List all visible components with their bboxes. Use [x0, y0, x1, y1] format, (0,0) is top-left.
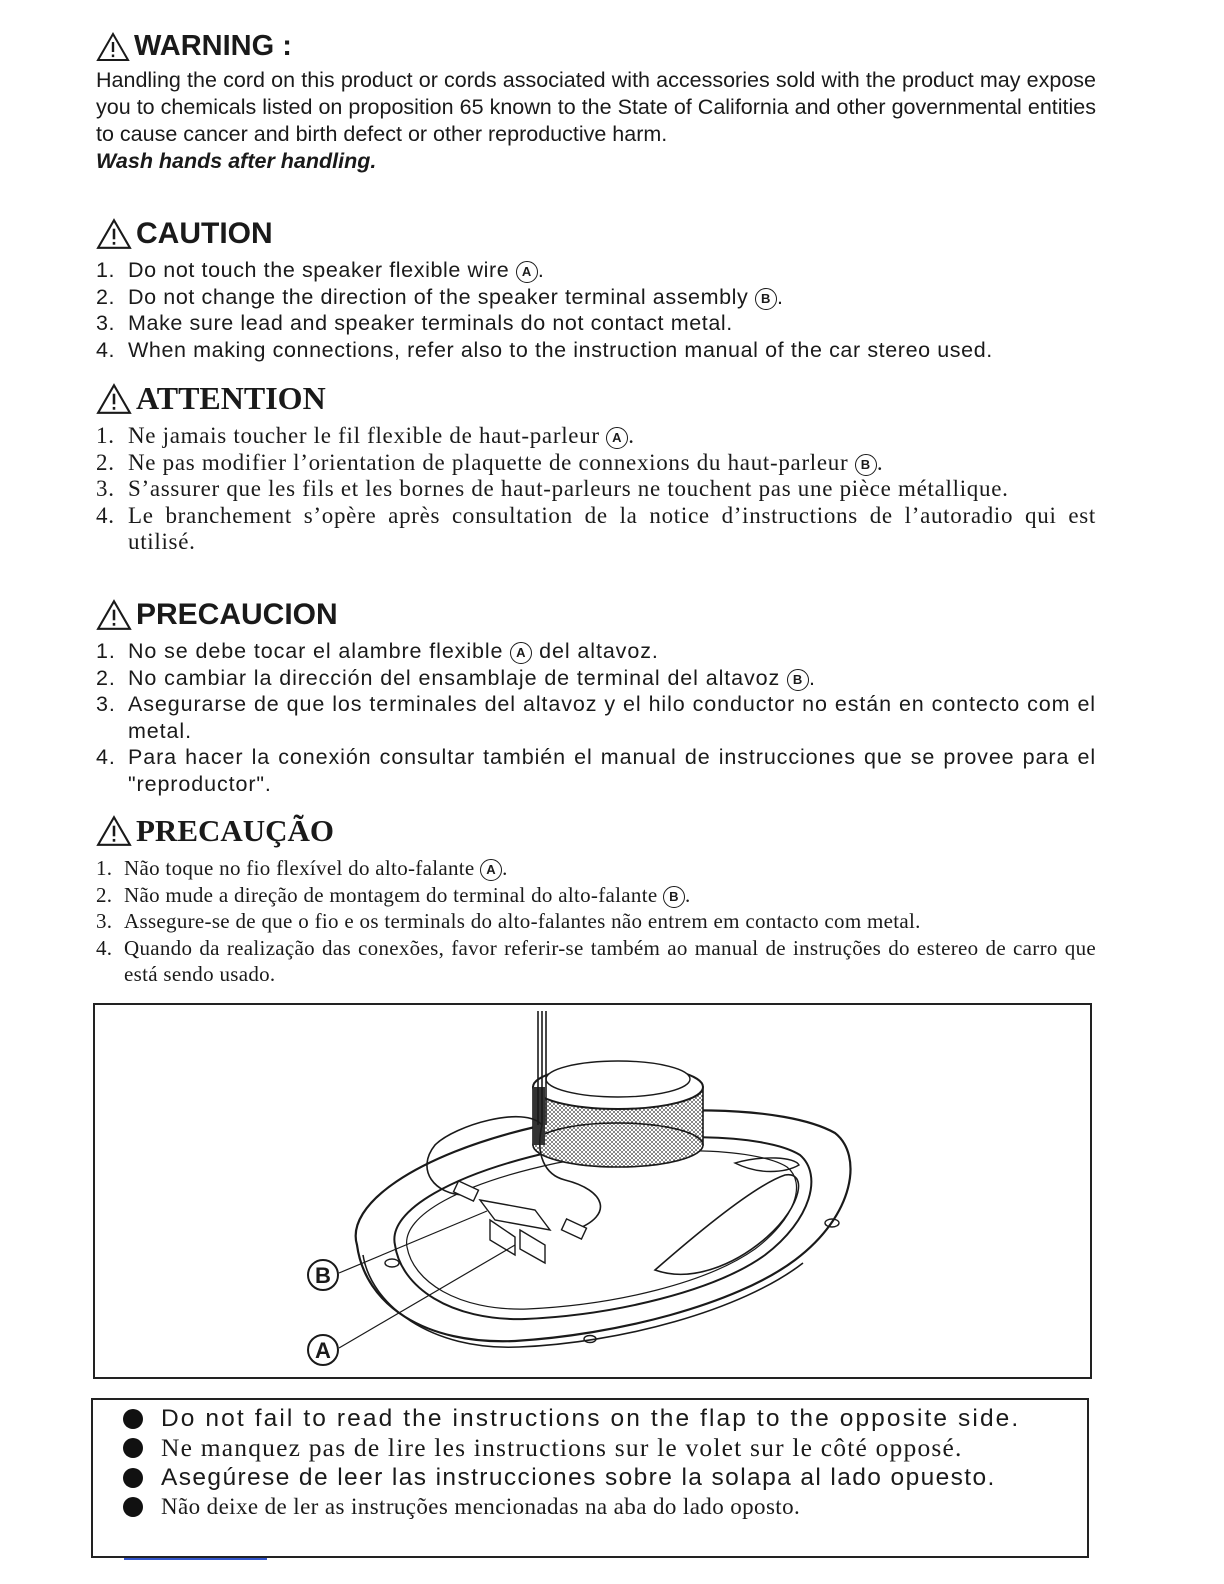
notice-line	[123, 1404, 1087, 1434]
list-item	[96, 908, 1096, 935]
item-text: Asegurarse de que los terminales del altavoz y el hilo conductor no están en contecto com el metal.	[128, 692, 1096, 743]
precaucao-list	[96, 855, 1096, 988]
item-tail: .	[685, 882, 691, 907]
item-text: Para hacer la conexión consultar también el manual de instrucciones que se provee para el "reproductor".	[128, 745, 1096, 796]
caution-heading	[96, 217, 1096, 251]
item-number: 1.	[96, 423, 115, 448]
item-text: When making connections, refer also to the instruction manual of the car stereo used.	[128, 337, 993, 362]
circled-a-marker: A	[516, 261, 538, 283]
item-tail: .	[502, 856, 508, 880]
list-item	[96, 503, 1096, 556]
notice-box	[91, 1398, 1089, 1558]
notice-text-english: Do not fail to read the instructions on the flap to the opposite side.	[161, 1404, 1021, 1432]
item-tail: .	[776, 284, 784, 309]
item-text	[128, 257, 1096, 284]
list-item	[96, 935, 1096, 988]
warning-triangle-icon	[96, 383, 132, 415]
label-b: B	[315, 1263, 331, 1288]
item-number: 2.	[96, 882, 113, 907]
list-item	[96, 337, 1096, 364]
circled-a-marker: A	[606, 427, 628, 449]
bullet-icon	[123, 1438, 143, 1458]
list-item	[96, 665, 1096, 692]
warning-heading	[96, 30, 1096, 63]
caution-section	[96, 217, 1096, 363]
list-item	[96, 450, 1096, 477]
item-number: 3.	[96, 909, 113, 933]
list-item	[96, 257, 1096, 284]
label-a: A	[315, 1338, 331, 1363]
caution-list	[96, 257, 1096, 363]
item-body: Ne pas modifier l’orientation de plaquette de connexions du haut-parleur	[128, 449, 849, 475]
attention-section	[96, 380, 1096, 556]
speaker-diagram	[95, 1005, 1090, 1377]
item-text	[128, 638, 1096, 665]
item-text	[128, 284, 1096, 311]
item-number: 4.	[96, 745, 116, 769]
warning-text: Handling the cord on this product or cords associated with accessories sold with the product may expose you to chemicals listed on proposition 65 known to the State of California and other governmental entities to cause cancer and birth defect or other reproductive harm.	[96, 68, 1096, 146]
circled-b-marker: B	[855, 454, 877, 476]
item-body: Ne jamais toucher le fil flexible de haut-parleur	[128, 423, 600, 448]
circled-a-marker: A	[510, 642, 532, 664]
item-tail: .	[876, 449, 884, 475]
item-number: 2.	[96, 665, 116, 690]
warning-triangle-icon	[96, 218, 132, 250]
list-item	[96, 423, 1096, 450]
bullet-icon	[123, 1468, 143, 1488]
list-item	[96, 691, 1096, 744]
warning-triangle-icon	[96, 599, 132, 631]
item-number: 4.	[96, 935, 113, 960]
warning-triangle-icon	[96, 815, 132, 847]
item-number: 1.	[96, 856, 113, 880]
caution-title: CAUTION	[136, 217, 273, 250]
warning-title: WARNING :	[134, 30, 292, 62]
item-text	[128, 665, 1096, 692]
item-body: No se debe tocar el alambre flexible	[128, 639, 504, 663]
item-text: Assegure-se de que o fio e os terminals do alto-falantes não entrem em contacto com metal.	[124, 909, 921, 933]
bullet-icon	[123, 1497, 143, 1517]
list-item	[96, 476, 1096, 503]
notice-text-portuguese: Não deixe de ler as instruções mencionadas na aba do lado oposto.	[161, 1494, 801, 1520]
attention-heading	[96, 380, 1096, 417]
warning-body	[96, 67, 1096, 175]
precaucion-title: PRECAUCION	[136, 598, 338, 631]
warning-emphasis: Wash hands after handling.	[96, 149, 377, 173]
notice-line	[123, 1493, 1087, 1523]
precaucion-list	[96, 638, 1096, 797]
precaucion-section	[96, 598, 1096, 797]
item-text	[128, 423, 1096, 450]
item-body: No cambiar la dirección del ensamblaje de terminal del altavoz	[128, 665, 781, 690]
item-text: S’assurer que les fils et les bornes de haut-parleurs ne touchent pas une pièce métallique.	[128, 476, 1009, 501]
attention-title: ATTENTION	[136, 380, 326, 416]
item-body: Não toque no fio flexível do alto-falante	[124, 856, 475, 880]
item-number: 1.	[96, 258, 116, 282]
precaucao-title: PRECAUÇÃO	[136, 813, 335, 848]
item-number: 4.	[96, 502, 115, 528]
list-item	[96, 638, 1096, 665]
item-text	[124, 882, 1096, 909]
precaucao-section	[96, 813, 1096, 988]
item-text: Make sure lead and speaker terminals do not contact metal.	[128, 311, 733, 335]
item-number: 3.	[96, 311, 116, 335]
circled-b-marker: B	[787, 669, 809, 691]
item-text: Quando da realização das conexões, favor referir-se também ao manual de instruções do estereo de carro que está sendo usado.	[124, 935, 1096, 986]
item-text: Le branchement s’opère après consultation de la notice d’instructions de l’autoradio qui est utilisé.	[128, 502, 1096, 554]
item-text	[128, 450, 1096, 477]
item-number: 3.	[96, 692, 116, 716]
notice-line	[123, 1434, 1087, 1464]
item-text	[124, 855, 1096, 882]
list-item	[96, 882, 1096, 909]
item-tail: .	[537, 258, 545, 282]
notice-text-spanish: Asegúrese de leer las instrucciones sobre la solapa al lado opuesto.	[161, 1463, 996, 1491]
item-tail: del altavoz.	[532, 639, 659, 663]
item-body: Do not change the direction of the speaker terminal assembly	[128, 284, 749, 309]
item-number: 1.	[96, 639, 116, 663]
item-body: Não mude a direção de montagem do terminal do alto-falante	[124, 882, 658, 907]
list-item	[96, 310, 1096, 337]
precaucao-heading	[96, 813, 1096, 849]
list-item	[96, 855, 1096, 882]
warning-section	[96, 30, 1096, 175]
item-number: 2.	[96, 284, 116, 309]
attention-list	[96, 423, 1096, 556]
circled-b-marker: B	[663, 886, 685, 908]
notice-line	[123, 1463, 1087, 1493]
item-body: Do not touch the speaker flexible wire	[128, 258, 510, 282]
item-number: 3.	[96, 476, 115, 501]
item-number: 4.	[96, 337, 116, 362]
notice-text-french: Ne manquez pas de lire les instructions sur le volet sur le côté opposé.	[161, 1433, 963, 1463]
item-tail: .	[628, 423, 635, 448]
item-number: 2.	[96, 449, 115, 475]
list-item	[96, 744, 1096, 797]
bullet-icon	[123, 1409, 143, 1429]
circled-b-marker: B	[755, 288, 777, 310]
footer-rule	[124, 1558, 267, 1560]
list-item	[96, 284, 1096, 311]
speaker-diagram-frame	[93, 1003, 1092, 1379]
precaucion-heading	[96, 598, 1096, 632]
item-tail: .	[809, 665, 816, 690]
circled-a-marker: A	[480, 859, 502, 881]
warning-triangle-icon	[96, 32, 130, 62]
